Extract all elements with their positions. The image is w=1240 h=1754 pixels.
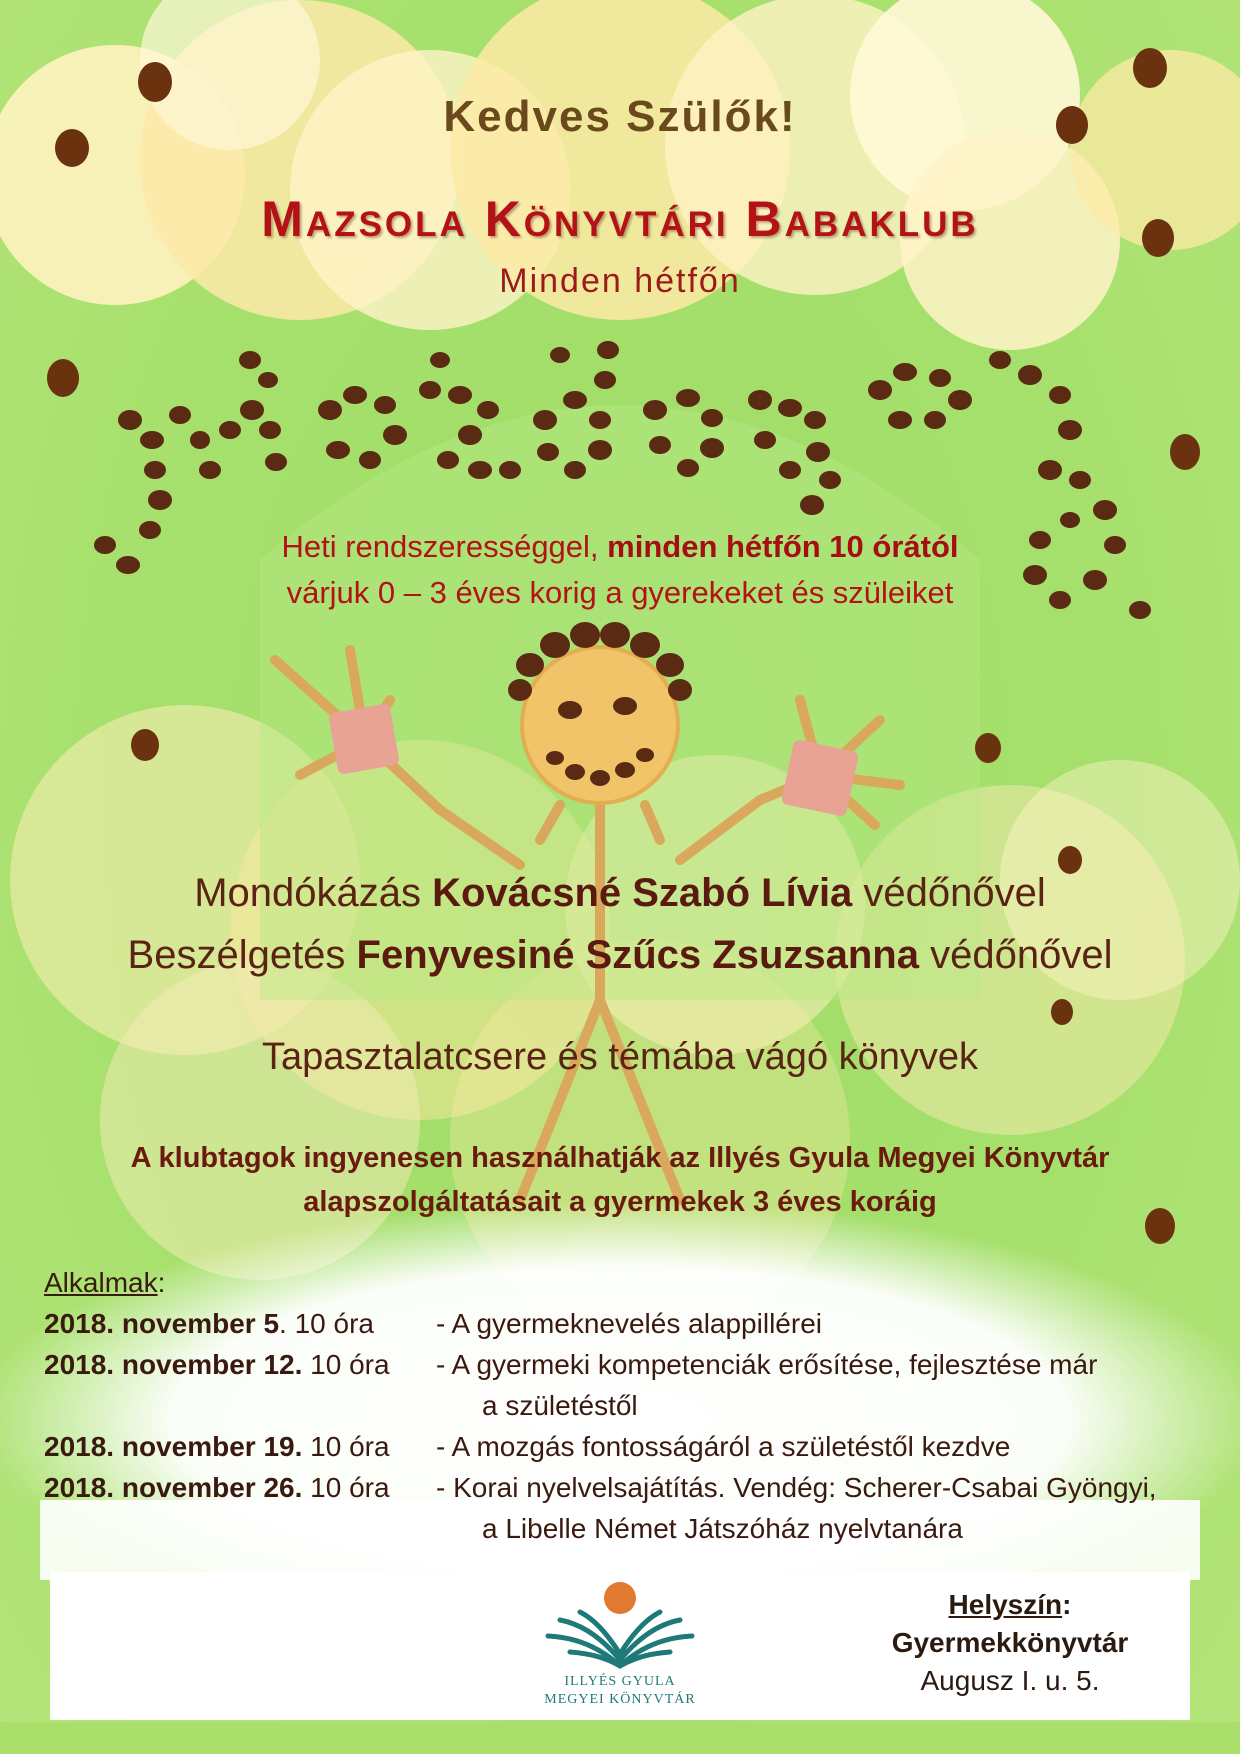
session-row	[44, 1467, 1204, 1508]
logo-text-line1: ILLYÉS GYULA	[564, 1674, 676, 1689]
session-time: . 10 óra	[279, 1308, 374, 1339]
logo-text-line2: MEGYEI KÖNYVTÁR	[544, 1692, 696, 1707]
exchange-text: Tapasztalatcsere és témába vágó könyvek	[261, 1036, 979, 1078]
venue-label: Helyszín	[948, 1589, 1063, 1620]
session-topic: - Korai nyelvelsajátítás. Vendég: Scherer-Csabai Gyöngyi,	[436, 1472, 1157, 1503]
page-subtitle: Minden hétfőn	[499, 262, 741, 300]
intro-time: minden hétfőn 10 órától	[607, 529, 959, 564]
session-topic: - A gyermeknevelés alappillérei	[436, 1308, 822, 1339]
session-date: 2018. november 12.	[44, 1349, 303, 1380]
session-row	[44, 1344, 1204, 1385]
session-topic-continued: a Libelle Német Játszóház nyelvtanára	[482, 1513, 963, 1544]
session-time: 10 óra	[302, 1349, 390, 1380]
session-topic: - A gyermeki kompetenciák erősítése, fejlesztése már	[436, 1349, 1098, 1380]
session-topic: - A mozgás fontosságáról a születéstől kezdve	[436, 1431, 1011, 1462]
session-time: 10 óra	[302, 1431, 390, 1462]
sessions-list: Alkalmak: 2018. november 5. 10 óra - A gyermeknevelés alappillérei 2018. november 12. 10 óra - A gyermeki kompetenciák erősítése, fejlesztése már a születéstől 2018. november 19. 10 óra - A mozgás fontosságáról a születéstől kezdve 2018. november 26. 10 óra - Korai nyelvelsajátítás. Vendég: Scherer-Csabai Gyöngyi, a Libelle Német Játszóház nyelvtanára	[44, 1262, 1204, 1549]
session-date: 2018. november 5	[44, 1308, 280, 1339]
session-date: 2018. november 19.	[44, 1431, 303, 1462]
session-row-continued	[44, 1385, 1204, 1426]
open-book-icon	[530, 1578, 710, 1674]
intro-line1: Heti rendszerességgel,	[281, 529, 608, 564]
membership-line2: alapszolgáltatásait a gyermekek 3 éves koráig	[303, 1186, 937, 1218]
staff-line1-post: védőnővel	[852, 871, 1046, 915]
venue-name: Gyermekkönyvtár	[891, 1627, 1129, 1658]
membership-text	[0, 1136, 1240, 1224]
session-row	[44, 1426, 1204, 1467]
staff-line2-post: védőnővel	[919, 933, 1113, 977]
venue-address: Augusz I. u. 5.	[920, 1665, 1100, 1696]
membership-line1: A klubtagok ingyenesen használhatják az Illyés Gyula Megyei Könyvtár	[130, 1142, 1110, 1174]
staff-line1-pre: Mondókázás	[194, 871, 433, 915]
intro-text	[0, 524, 1240, 616]
staff-line2-pre: Beszélgetés	[127, 933, 357, 977]
session-row-continued	[44, 1508, 1204, 1549]
staff-section	[0, 862, 1240, 986]
staff-name-1: Kovácsné Szabó Lívia	[432, 871, 853, 915]
session-topic-continued: a születéstől	[482, 1390, 638, 1421]
session-time: 10 óra	[302, 1472, 390, 1503]
venue-block: Helyszín: Gyermekkönyvtár Augusz I. u. 5.	[860, 1586, 1160, 1700]
session-date: 2018. november 26.	[44, 1472, 303, 1503]
intro-line2: várjuk 0 – 3 éves korig a gyerekeket és szüleiket	[286, 575, 954, 610]
staff-name-2: Fenyvesiné Szűcs Zsuzsanna	[356, 933, 919, 977]
library-logo	[530, 1578, 710, 1718]
greeting-heading: Kedves Szülők!	[443, 92, 797, 141]
sessions-heading: Alkalmak	[44, 1267, 158, 1298]
session-row	[44, 1303, 1204, 1344]
page-title: Mazsola Könyvtári Babaklub	[261, 191, 979, 247]
